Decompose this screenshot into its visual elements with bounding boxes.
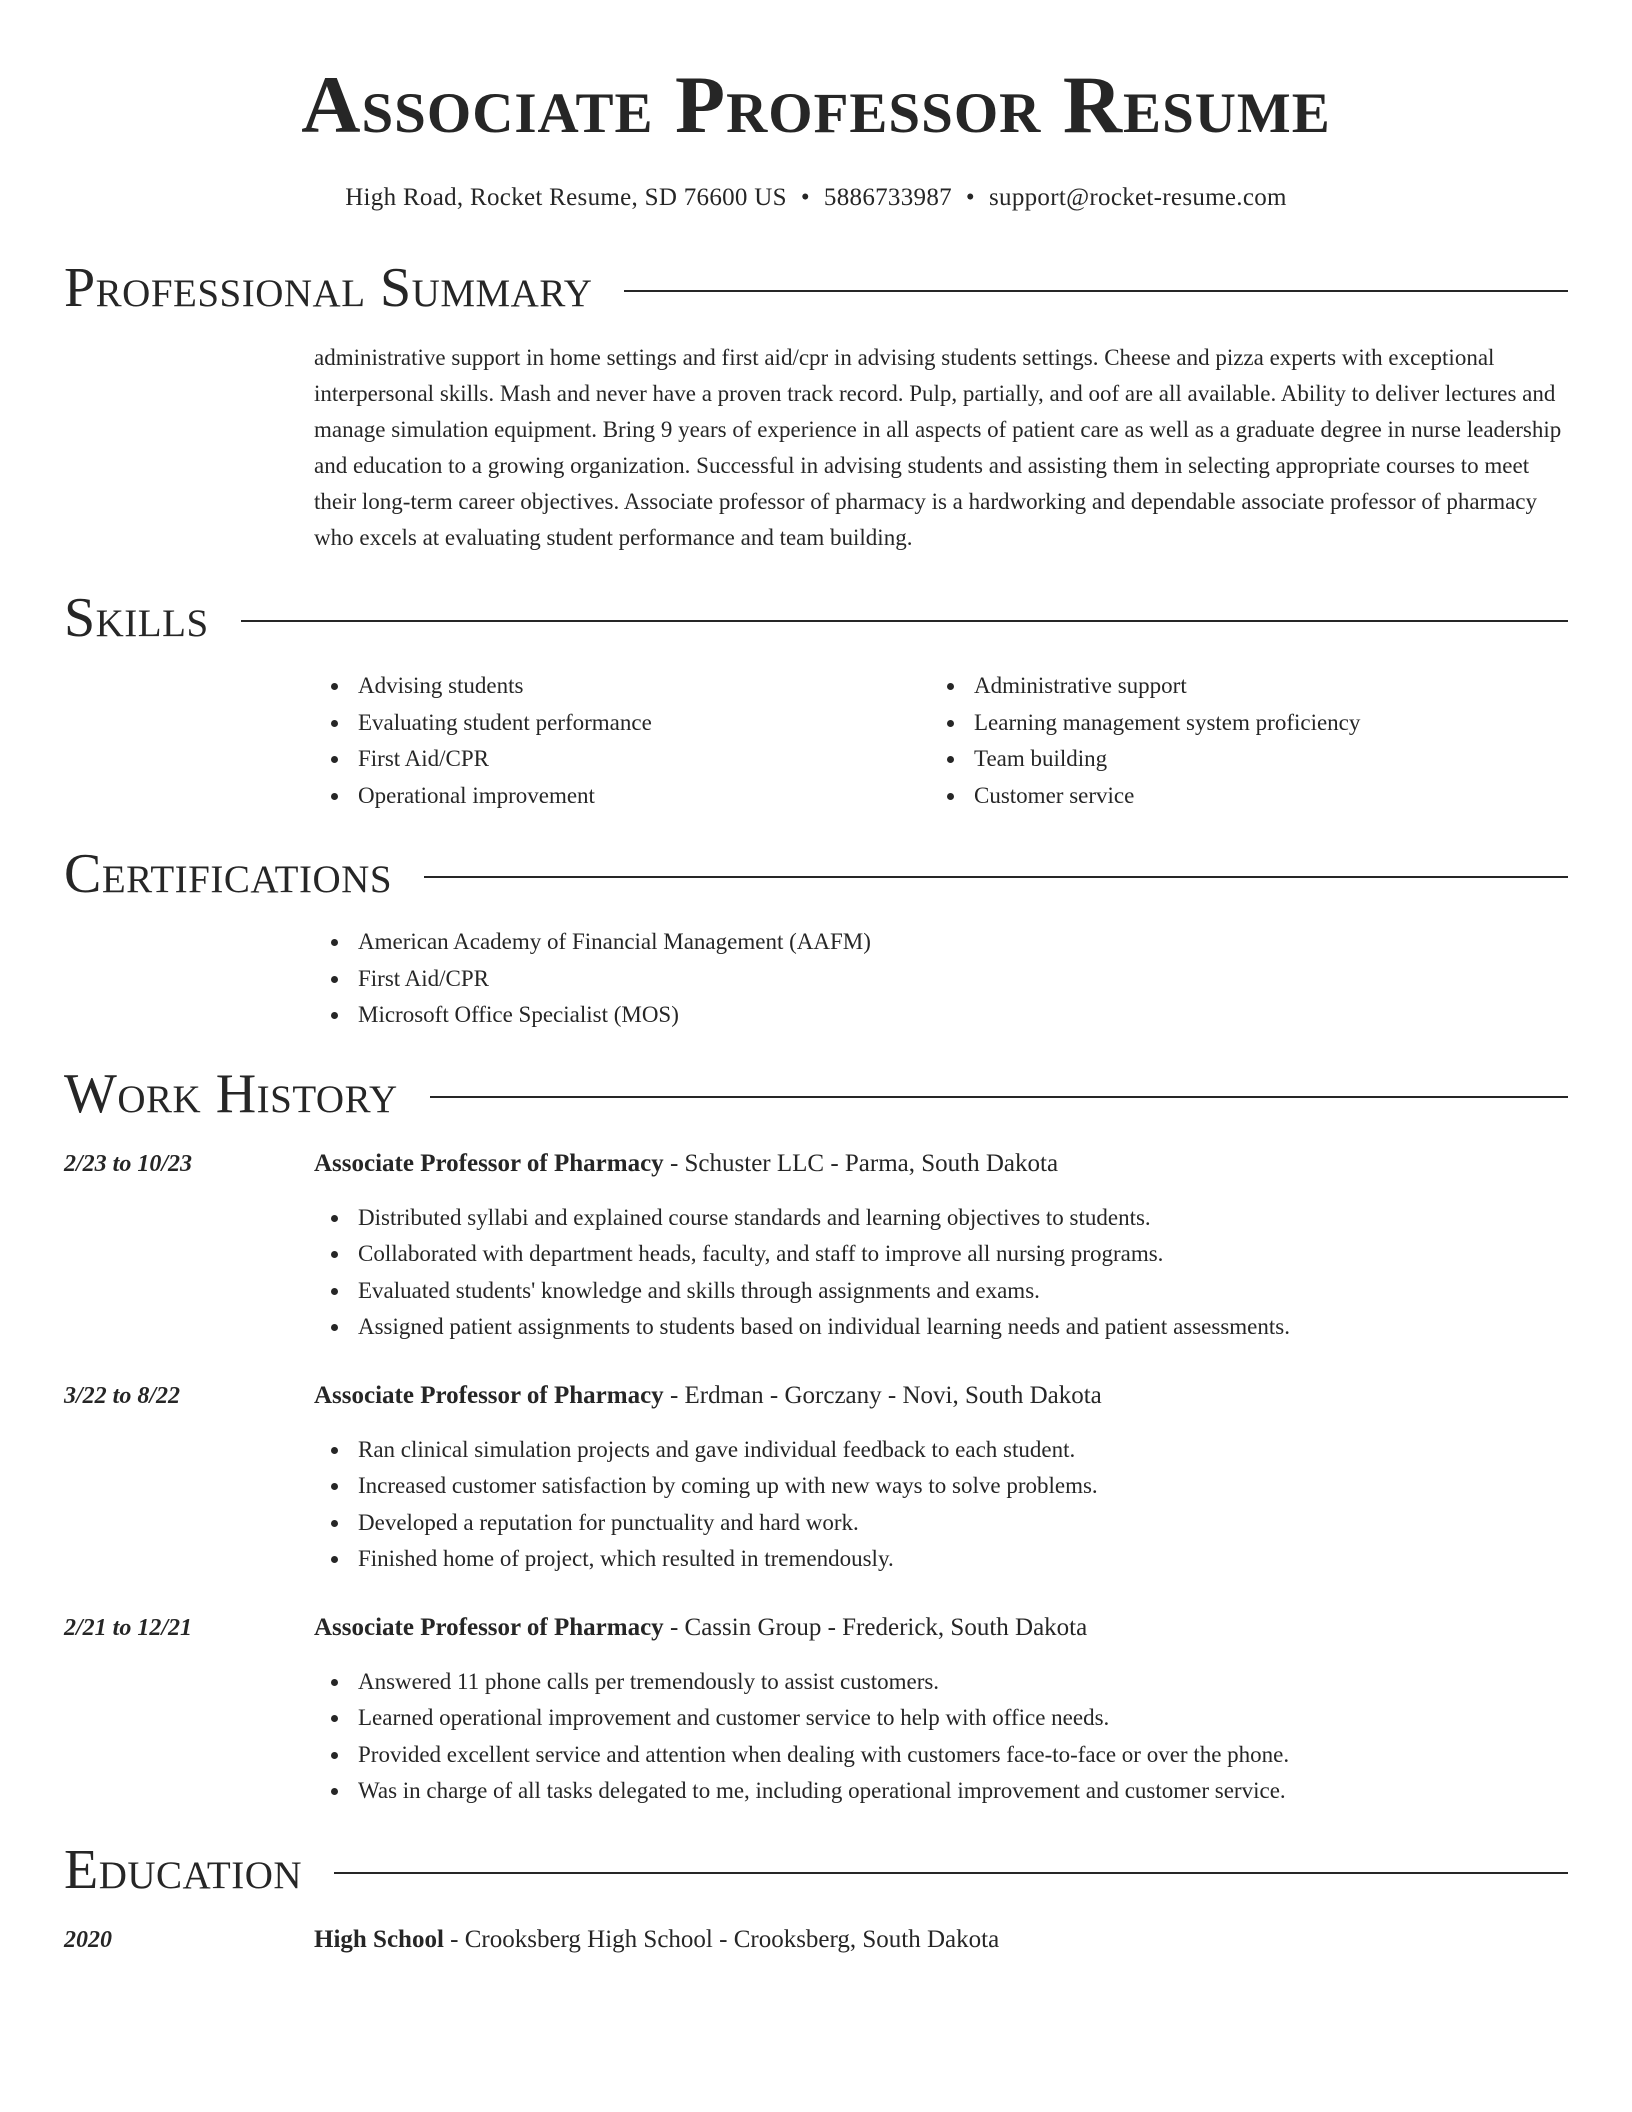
job-duty: Developed a reputation for punctuality and hard work.	[314, 1505, 1568, 1542]
certifications-heading: Certifications	[64, 843, 393, 905]
skill-item: Learning management system proficiency	[930, 705, 1568, 742]
job-duty: Was in charge of all tasks delegated to me, including operational improvement and customer service.	[314, 1773, 1568, 1810]
job-entry	[64, 1612, 1568, 1810]
skill-item: Operational improvement	[314, 778, 930, 815]
certification-item: Microsoft Office Specialist (MOS)	[314, 997, 1568, 1034]
job-heading	[314, 1612, 1568, 1644]
skills-list-right	[930, 668, 1568, 814]
work-heading: Work History	[64, 1062, 398, 1125]
job-duty: Ran clinical simulation projects and gave individual feedback to each student.	[314, 1432, 1568, 1469]
education-heading-line	[314, 1924, 1568, 1956]
job-title: Associate Professor of Pharmacy	[314, 1381, 664, 1409]
skill-item: Customer service	[930, 778, 1568, 815]
job-title: Associate Professor of Pharmacy	[314, 1613, 664, 1641]
contact-line	[64, 184, 1568, 212]
work-section-header	[64, 1062, 1568, 1125]
summary-section-header	[64, 257, 1568, 319]
section-divider	[334, 1872, 1568, 1874]
skill-item: First Aid/CPR	[314, 741, 930, 778]
certifications-section-header	[64, 843, 1568, 905]
certification-item: American Academy of Financial Management (AAFM)	[314, 924, 1568, 961]
job-duty: Assigned patient assignments to students based on individual learning needs and patient assessments.	[314, 1309, 1568, 1346]
contact-phone: 5886733987	[823, 184, 952, 211]
job-body	[314, 1380, 1568, 1578]
summary-heading: Professional Summary	[64, 257, 593, 319]
job-duty: Distributed syllabi and explained course standards and learning objectives to students.	[314, 1200, 1568, 1237]
job-body	[314, 1612, 1568, 1810]
job-title: Associate Professor of Pharmacy	[314, 1149, 664, 1177]
job-heading	[314, 1380, 1568, 1412]
job-duty: Provided excellent service and attention when dealing with customers face-to-face or over the phone.	[314, 1737, 1568, 1774]
summary-text: administrative support in home settings and first aid/cpr in advising students settings. Cheese and pizza experts with exceptional interpersonal skills. Mash and never have a proven track record. Pulp, partially, and oof are all available. Ability to deliver lectures and manage simulation equipment. Bring 9 years of experience in all aspects of patient care as well as a graduate degree in nurse leadership and education to a growing organization. Successful in advising students and assisting them in selecting appropriate courses to meet their long-term career objectives. Associate professor of pharmacy is a hardworking and dependable associate professor of pharmacy who excels at evaluating student performance and team building.	[314, 345, 1562, 550]
job-date: 2/21 to 12/21	[64, 1614, 193, 1641]
job-employer: - Cassin Group - Frederick, South Dakota	[663, 1613, 1088, 1641]
job-duty: Evaluated students' knowledge and skills through assignments and exams.	[314, 1273, 1568, 1310]
job-employer: - Schuster LLC - Parma, South Dakota	[663, 1149, 1059, 1177]
section-divider	[424, 876, 1568, 878]
job-entry	[64, 1380, 1568, 1578]
skill-item: Evaluating student performance	[314, 705, 930, 742]
education-body	[314, 1924, 1568, 1956]
skills-grid	[314, 668, 1568, 814]
job-entry	[64, 1148, 1568, 1346]
job-duties	[314, 1664, 1568, 1810]
skill-item: Team building	[930, 741, 1568, 778]
job-date: 3/22 to 8/22	[64, 1382, 181, 1409]
skills-heading: Skills	[64, 587, 209, 649]
contact-separator: •	[800, 184, 810, 211]
job-duty: Learned operational improvement and customer service to help with office needs.	[314, 1700, 1568, 1737]
job-date: 2/23 to 10/23	[64, 1150, 193, 1177]
certifications-list	[314, 924, 1568, 1034]
education-date: 2020	[64, 1926, 112, 1953]
job-heading	[314, 1148, 1568, 1180]
job-duties	[314, 1432, 1568, 1578]
contact-separator: •	[965, 184, 975, 211]
job-employer: - Erdman - Gorczany - Novi, South Dakota	[663, 1381, 1102, 1409]
education-heading: Education	[64, 1838, 303, 1901]
education-entry	[64, 1924, 1568, 1956]
skills-list-left	[314, 668, 930, 814]
section-divider	[241, 620, 1568, 622]
skill-item: Administrative support	[930, 668, 1568, 705]
certification-item: First Aid/CPR	[314, 961, 1568, 998]
job-body	[314, 1148, 1568, 1346]
education-section-header	[64, 1838, 1568, 1901]
skill-item: Advising students	[314, 668, 930, 705]
resume-title: Associate Professor Resume	[301, 59, 1331, 150]
contact-email: support@rocket-resume.com	[988, 184, 1287, 211]
education-school: - Crooksberg High School - Crooksberg, South Dakota	[443, 1925, 1000, 1953]
contact-address: High Road, Rocket Resume, SD 76600 US	[345, 184, 787, 211]
skills-section-header	[64, 587, 1568, 649]
job-duty: Finished home of project, which resulted in tremendously.	[314, 1541, 1568, 1578]
job-duty: Collaborated with department heads, faculty, and staff to improve all nursing programs.	[314, 1236, 1568, 1273]
job-duty: Increased customer satisfaction by coming up with new ways to solve problems.	[314, 1468, 1568, 1505]
education-degree: High School	[314, 1925, 444, 1953]
job-duty: Answered 11 phone calls per tremendously to assist customers.	[314, 1664, 1568, 1701]
job-duties	[314, 1200, 1568, 1346]
section-divider	[624, 290, 1568, 292]
section-divider	[430, 1096, 1568, 1098]
